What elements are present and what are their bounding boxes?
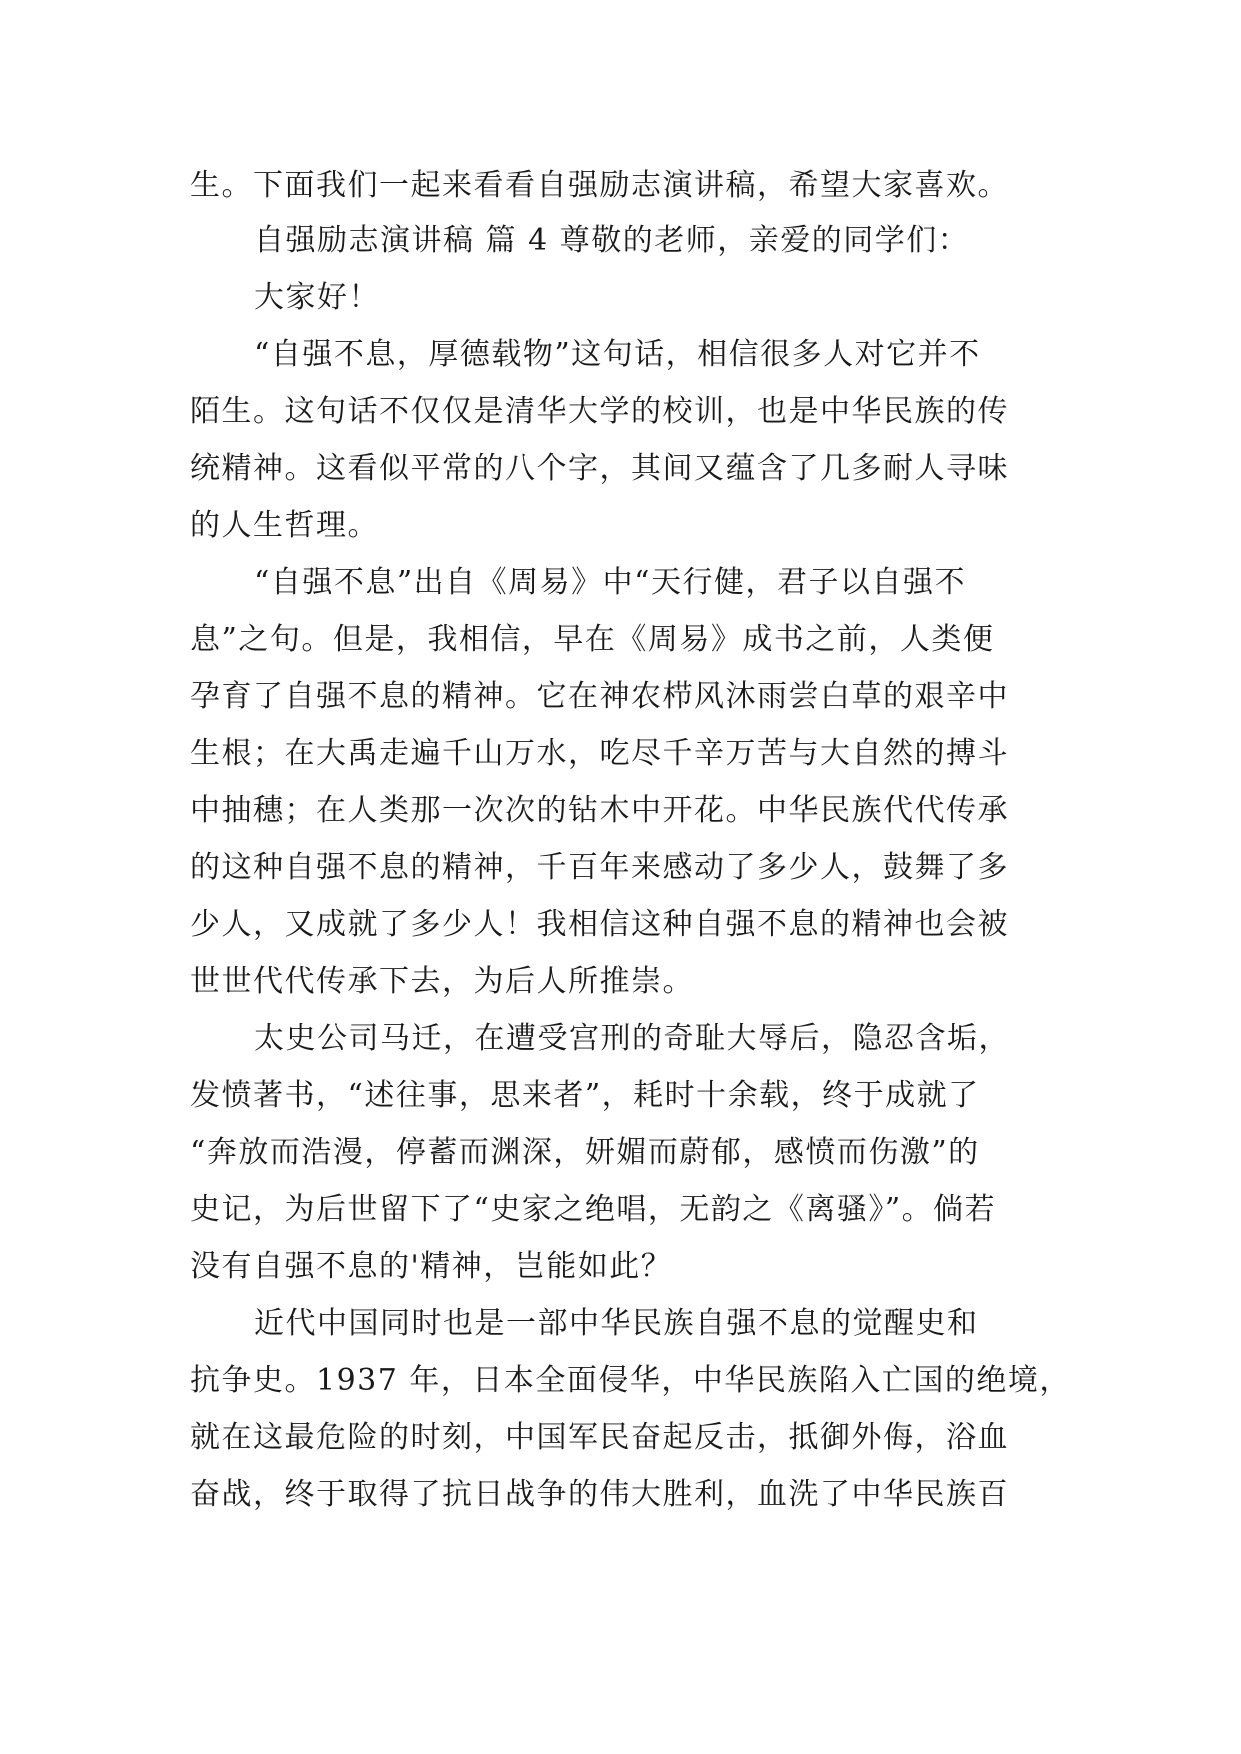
text-line: 近代中国同时也是一部中华民族自强不息的觉醒史和 (254, 1306, 979, 1341)
text-line: 生。下面我们一起来看看自强励志演讲稿，希望大家喜欢。 (190, 168, 1009, 203)
text-line: 大家好！ (254, 280, 380, 315)
text-line: 中抽穗；在人类那一次次的钻木中开花。中华民族代代传承 (190, 793, 1009, 828)
text-line: 世世代代传承下去，为后人所推崇。 (190, 964, 694, 999)
text-line: “自强不息，厚德载物”这句话，相信很多人对它并不 (254, 337, 981, 372)
text-line: 生根；在大禹走遍千山万水，吃尽千辛万苦与大自然的搏斗 (190, 736, 1009, 771)
text-line: 少人，又成就了多少人！我相信这种自强不息的精神也会被 (190, 907, 1009, 942)
text-line: “奔放而浩漫，停蓄而渊深，妍媚而蔚郁，感愤而伤激”的 (190, 1135, 980, 1170)
text-line: 孕育了自强不息的精神。它在神农栉风沐雨尝白草的艰辛中 (190, 679, 1009, 714)
text-line: 就在这最危险的时刻，中国军民奋起反击，抵御外侮，浴血 (190, 1420, 1009, 1455)
text-line: 发愤著书，“述往事，思来者”，耗时十余载，终于成就了 (190, 1078, 980, 1113)
text-line: 史记，为后世留下了“史家之绝唱，无韵之《离骚》”。倘若 (190, 1192, 997, 1227)
text-line: 统精神。这看似平常的八个字，其间又蕴含了几多耐人寻味 (190, 451, 1009, 486)
text-line: 没有自强不息的'精神，岂能如此？ (190, 1249, 673, 1284)
text-line: “自强不息”出自《周易》中“天行健，君子以自强不 (254, 565, 967, 600)
text-line: 太史公司马迁，在遭受宫刑的奇耻大辱后，隐忍含垢， (254, 1021, 1010, 1056)
text-line: 息”之句。但是，我相信，早在《周易》成书之前，人类便 (190, 622, 995, 657)
text-line: 的人生哲理。 (190, 508, 379, 543)
text-line: 陌生。这句话不仅仅是清华大学的校训，也是中华民族的传 (190, 394, 1009, 429)
text-line: 的这种自强不息的精神，千百年来感动了多少人，鼓舞了多 (190, 850, 1009, 885)
text-line: 抗争史。1937 年，日本全面侵华，中华民族陷入亡国的绝境， (190, 1363, 1071, 1398)
text-line: 自强励志演讲稿 篇 4 尊敬的老师，亲爱的同学们： (254, 223, 970, 258)
text-line: 奋战，终于取得了抗日战争的伟大胜利，血洗了中华民族百 (190, 1477, 1009, 1512)
